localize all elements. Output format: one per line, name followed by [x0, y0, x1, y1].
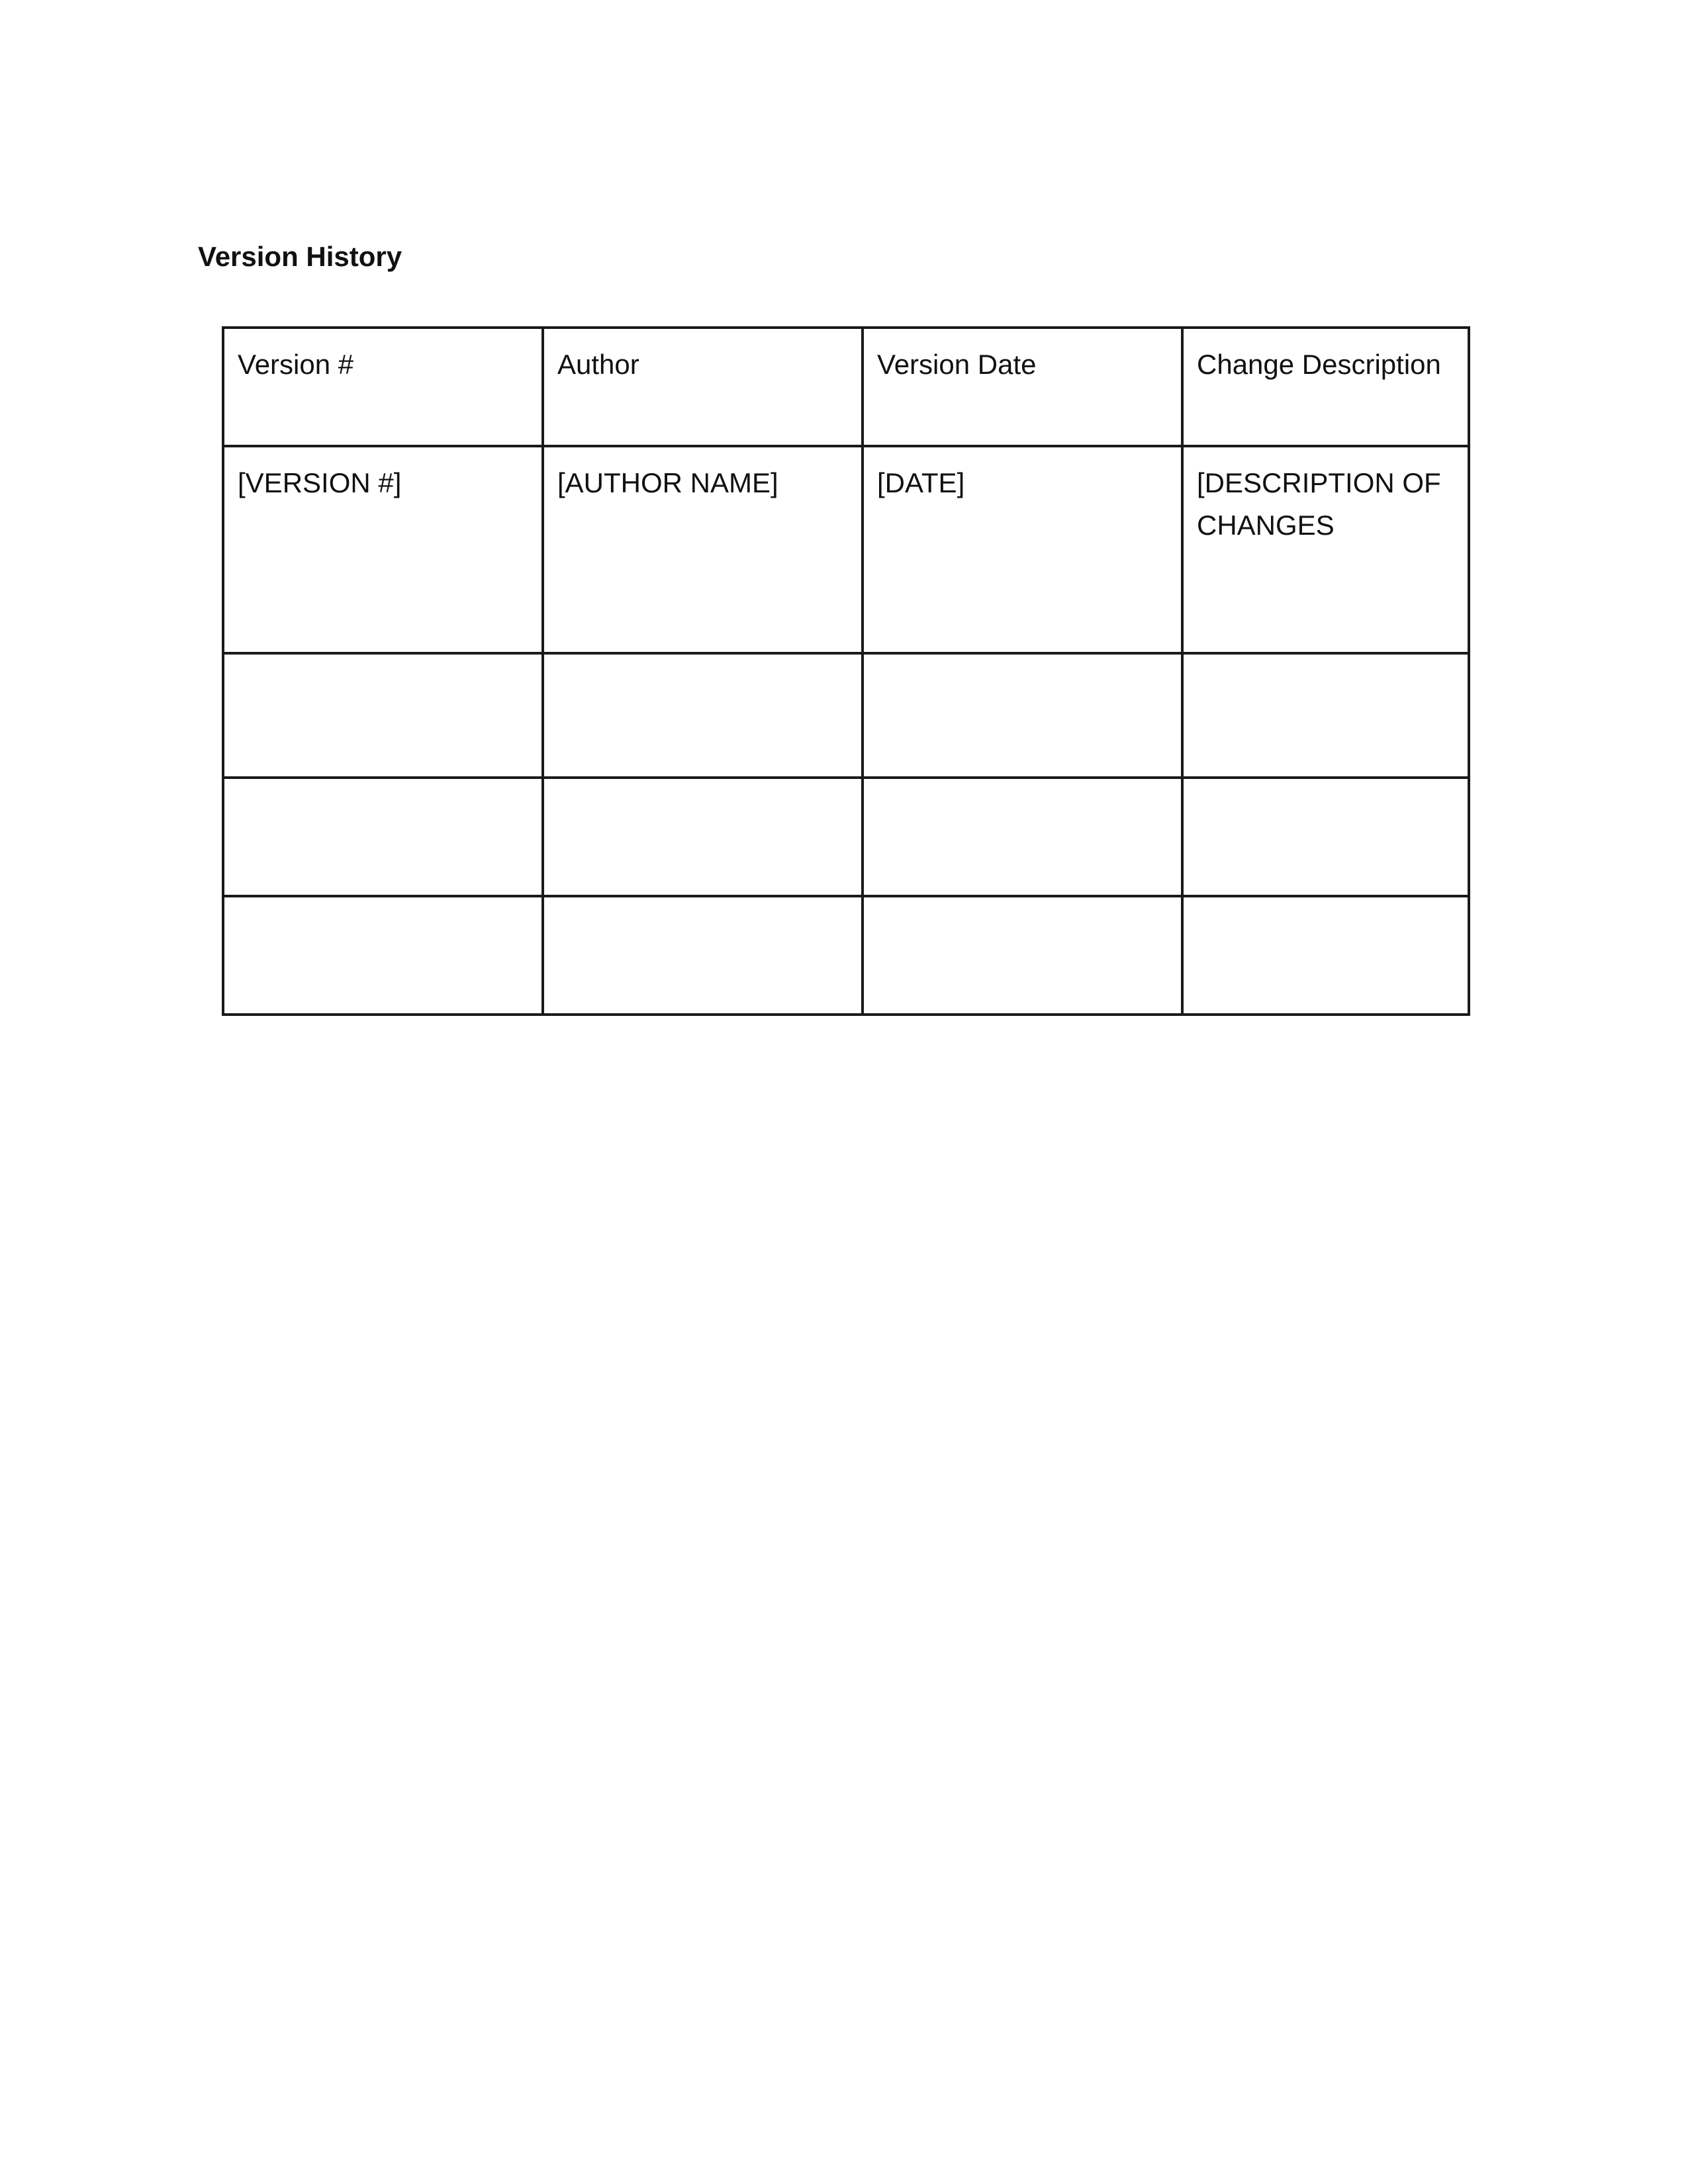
- table-header-row: [223, 328, 1469, 446]
- cell-author[interactable]: [543, 778, 863, 896]
- page-title: Version History: [198, 241, 402, 272]
- cell-change-description[interactable]: [1182, 778, 1469, 896]
- cell-version-date[interactable]: [DATE]: [863, 446, 1182, 653]
- cell-version-date[interactable]: [863, 778, 1182, 896]
- cell-version-number[interactable]: [223, 778, 543, 896]
- header-version-date: Version Date: [863, 328, 1182, 446]
- cell-version-number[interactable]: [223, 896, 543, 1015]
- cell-version-number[interactable]: [VERSION #]: [223, 446, 543, 653]
- cell-change-description[interactable]: [DESCRIPTION OF CHANGES: [1182, 446, 1469, 653]
- cell-change-description[interactable]: [1182, 896, 1469, 1015]
- header-version-number: Version #: [223, 328, 543, 446]
- cell-version-date[interactable]: [863, 896, 1182, 1015]
- table-row: [223, 778, 1469, 896]
- cell-version-number[interactable]: [223, 653, 543, 778]
- cell-author[interactable]: [543, 896, 863, 1015]
- version-history-table: [222, 326, 1470, 1016]
- table-row: [223, 896, 1469, 1015]
- header-author: Author: [543, 328, 863, 446]
- table-row: [223, 653, 1469, 778]
- table-row: [223, 446, 1469, 653]
- cell-author[interactable]: [543, 653, 863, 778]
- header-change-description: Change Description: [1182, 328, 1469, 446]
- cell-author[interactable]: [AUTHOR NAME]: [543, 446, 863, 653]
- cell-change-description[interactable]: [1182, 653, 1469, 778]
- cell-version-date[interactable]: [863, 653, 1182, 778]
